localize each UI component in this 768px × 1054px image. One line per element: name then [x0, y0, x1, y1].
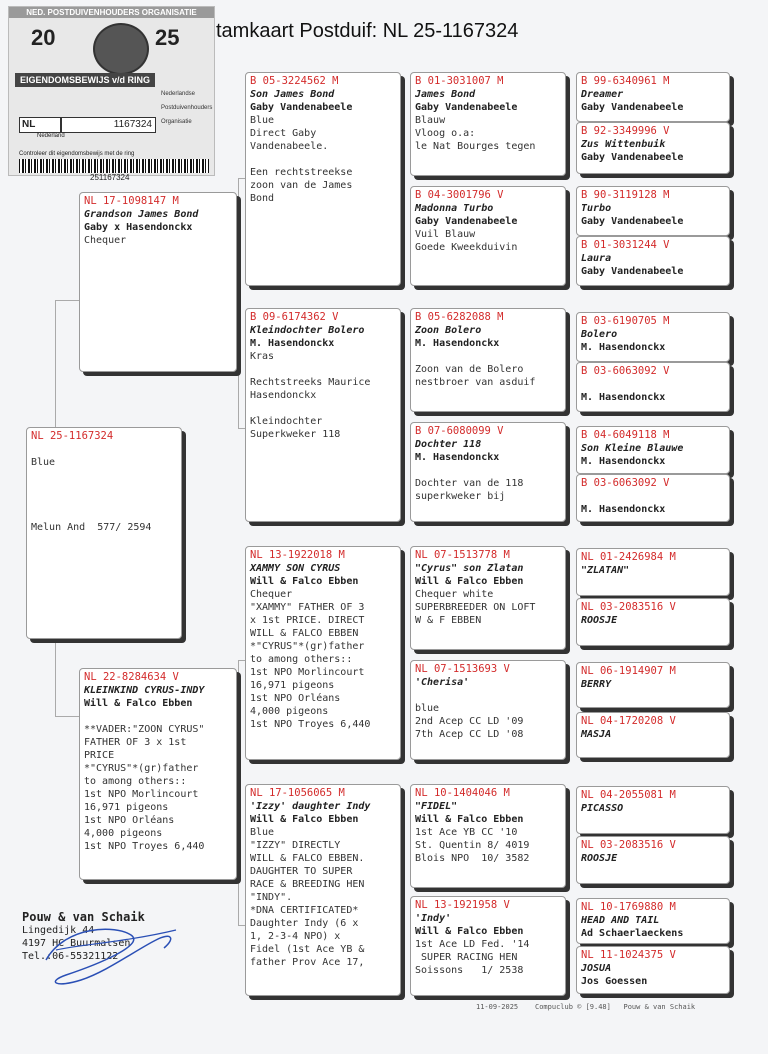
pigeon-name: Madonna Turbo [415, 203, 494, 214]
label-year-right: 25 [155, 25, 180, 50]
label-side-o: Organisatie [161, 119, 192, 125]
owner-street: Lingedijk 44 [22, 925, 95, 936]
ring-number: NL 07-1513693 V [415, 663, 510, 675]
pigeon-name: KLEINKIND CYRUS-INDY [84, 685, 205, 696]
pigeon-owner: Gaby Vandenabeele [581, 216, 684, 227]
ring-number: B 03-6190705 M [581, 315, 670, 327]
label-ring-number: 1167324 [61, 117, 156, 133]
pigeon-card-gen4[interactable] [410, 784, 566, 888]
ring-number: NL 07-1513778 M [415, 549, 510, 561]
pigeon-owner: M. Hasendonckx [581, 456, 666, 467]
pigeon-card-gen5[interactable] [576, 898, 730, 944]
pigeon-card-gen5[interactable] [576, 474, 730, 522]
pigeon-owner: M. Hasendonckx [415, 338, 500, 349]
pigeon-name [581, 378, 725, 391]
pigeon-owner: Gaby Vandenabeele [581, 102, 684, 113]
owner-phone: Tel.:06-55321122 [22, 951, 119, 962]
pigeon-info: blue 2nd Acep CC LD '09 7th Acep CC LD '08 [415, 703, 524, 740]
ring-number: B 99-6340961 M [581, 75, 670, 87]
pigeon-card-gen5[interactable] [576, 786, 730, 834]
pigeon-owner: M. Hasendonckx [581, 342, 666, 353]
pigeon-name: "FIDEL" [415, 801, 458, 812]
pigeon-name: Zus Wittenbuik [581, 139, 666, 150]
pigeon-info: Blue Melun And 577/ 2594 [31, 457, 152, 533]
pigeon-card-gen3[interactable] [245, 784, 401, 996]
pigeon-card-gen3[interactable] [245, 72, 401, 286]
pigeon-card-main[interactable] [26, 427, 182, 639]
connector-line [404, 128, 405, 238]
pigeon-card-gen5[interactable] [576, 662, 730, 708]
pigeon-name: HEAD AND TAIL [581, 915, 660, 926]
pigeon-card-gen4[interactable] [410, 308, 566, 412]
pigeon-name: ROOSJE [581, 615, 618, 626]
pigeon-name: Kleindochter Bolero [250, 325, 365, 336]
pigeon-name: Turbo [581, 203, 612, 214]
pigeon-owner: M. Hasendonckx [415, 452, 500, 463]
pigeon-info: Zoon van de Bolero nestbroer van asduif [415, 364, 536, 388]
pigeon-name: Laura [581, 253, 612, 264]
barcode [19, 159, 209, 173]
pigeon-card-gen5[interactable] [576, 426, 730, 474]
ring-number: NL 13-1922018 M [250, 549, 345, 561]
pigeon-name: Son Kleine Blauwe [581, 443, 684, 454]
pigeon-name: MASJA [581, 729, 612, 740]
pigeon-owner: Will & Falco Ebben [415, 814, 524, 825]
ring-number: B 05-6282088 M [415, 311, 504, 323]
pigeon-card-gen4[interactable] [410, 186, 566, 286]
crest-icon [93, 23, 149, 75]
pigeon-owner: Gaby Vandenabeele [581, 266, 684, 277]
owner-city: 4197 HC Buurmalsen [22, 938, 131, 949]
footer: 11-09-2025 Compuclub © [9.48] Pouw & van Schaik [476, 1003, 696, 1011]
label-year-left: 20 [31, 25, 56, 50]
pigeon-owner: Gaby Vandenabeele [250, 102, 353, 113]
pigeon-card-gen5[interactable] [576, 598, 730, 646]
pigeon-info: 1st Ace YB CC '10 St. Quentin 8/ 4019 Blois NPO 10/ 3582 [415, 827, 530, 864]
pigeon-card-gen5[interactable] [576, 236, 730, 286]
pigeon-owner: Jos Goessen [581, 976, 648, 987]
label-side-n: Nederlandse [161, 91, 196, 97]
pigeon-owner: Gaby Vandenabeele [581, 152, 684, 163]
pigeon-card-gen3[interactable] [245, 308, 401, 522]
pigeon-name: PICASSO [581, 803, 624, 814]
pigeon-info: **VADER:"ZOON CYRUS" FATHER OF 3 x 1st PRICE *"CYRUS"*(gr)father to among others:: 1st NPO Morlincourt 16,971 pigeons 1st NPO Orléans 4,000 pigeons 1st NPO Troyes 6,440 [84, 724, 205, 852]
pigeon-info: Chequer [84, 235, 127, 246]
pigeon-name: 'Cherisa' [415, 677, 470, 688]
page-title: tamkaart Postduif: NL 25-1167324 [216, 20, 519, 42]
pigeon-card-gen5[interactable] [576, 548, 730, 596]
ring-number: NL 11-1024375 V [581, 949, 676, 961]
pigeon-name [581, 490, 725, 503]
pigeon-name: Son James Bond [250, 89, 335, 100]
pigeon-card-gen3[interactable] [245, 546, 401, 760]
pigeon-card-gen4[interactable] [410, 546, 566, 650]
ring-number: B 03-6063092 V [581, 477, 670, 489]
pigeon-owner: Will & Falco Ebben [415, 576, 524, 587]
pigeon-owner: Will & Falco Ebben [250, 814, 359, 825]
label-band: EIGENDOMSBEWIJS v/d RING [15, 73, 155, 87]
pigeon-info: 1st Ace LD Fed. '14 SUPER RACING HEN Soissons 1/ 2538 [415, 939, 530, 976]
ring-number: NL 03-2083516 V [581, 601, 676, 613]
connector-line [404, 600, 405, 710]
pigeon-card-gen4[interactable] [410, 422, 566, 522]
pigeon-name: Bolero [581, 329, 618, 340]
connector-line [238, 660, 239, 925]
connector-line [55, 300, 79, 301]
pigeon-name: Grandson James Bond [84, 209, 199, 220]
pigeon-card-dam[interactable] [79, 668, 237, 880]
ring-number: B 04-3001796 V [415, 189, 504, 201]
pigeon-info: Dochter van de 118 superkweker bij [415, 478, 524, 502]
ring-number: B 05-3224562 M [250, 75, 339, 87]
connector-line [55, 300, 56, 427]
ring-number: B 09-6174362 V [250, 311, 339, 323]
ring-number: NL 04-2055081 M [581, 789, 676, 801]
pigeon-owner: M. Hasendonckx [581, 392, 666, 403]
pigeon-card-gen5[interactable] [576, 946, 730, 994]
ring-number: B 03-6063092 V [581, 365, 670, 377]
pigeon-owner: Gaby x Hasendonckx [84, 222, 193, 233]
ring-number: B 07-6080099 V [415, 425, 504, 437]
ring-number: B 01-3031244 V [581, 239, 670, 251]
pigeon-owner: Gaby Vandenabeele [415, 216, 518, 227]
pigeon-info: Blauw Vloog o.a: le Nat Bourges tegen [415, 115, 536, 152]
ring-number: NL 17-1098147 M [84, 195, 179, 207]
pigeon-owner: Ad Schaerlaeckens [581, 928, 684, 939]
pigeon-card-gen4[interactable] [410, 660, 566, 760]
connector-line [404, 356, 405, 466]
barcode-number: 251167324 [90, 173, 130, 182]
connector-line [55, 716, 79, 717]
label-note: Controleer dit eigendomsbewijs met de ring [19, 151, 135, 157]
ring-number: NL 22-8284634 V [84, 671, 179, 683]
pigeon-name: Dreamer [581, 89, 624, 100]
pigeon-info: Blue Direct Gaby Vandenabeele. Een rechtstreekse zoon van de James Bond [250, 115, 353, 204]
pigeon-card-gen4[interactable] [410, 72, 566, 176]
pigeon-name: BERRY [581, 679, 612, 690]
pigeon-name: "ZLATAN" [581, 565, 630, 576]
ring-number: NL 06-1914907 M [581, 665, 676, 677]
ring-number: NL 17-1056065 M [250, 787, 345, 799]
label-country-name: Nederland [37, 133, 65, 139]
ring-number: B 01-3031007 M [415, 75, 504, 87]
ring-ownership-label [8, 6, 215, 176]
pigeon-owner: M. Hasendonckx [581, 504, 666, 515]
connector-line [404, 832, 405, 942]
pigeon-owner: Gaby Vandenabeele [415, 102, 518, 113]
pigeon-card-gen5[interactable] [576, 186, 730, 236]
connector-line [238, 178, 239, 428]
pigeon-name: "Cyrus" son Zlatan [415, 563, 524, 574]
pigeon-name: 'Indy' [415, 913, 452, 924]
pigeon-name: ROOSJE [581, 853, 618, 864]
ring-number: NL 03-2083516 V [581, 839, 676, 851]
pigeon-name: Dochter 118 [415, 439, 482, 450]
pigeon-name: JOSUA [581, 963, 612, 974]
pigeon-card-gen5[interactable] [576, 312, 730, 362]
pigeon-info: Vuil Blauw Goede Kweekduivin [415, 229, 518, 253]
pigeon-card-sire[interactable] [79, 192, 237, 372]
ring-number: B 90-3119128 M [581, 189, 670, 201]
ring-number: NL 01-2426984 M [581, 551, 676, 563]
ring-number: NL 25-1167324 [31, 430, 114, 442]
pigeon-card-gen5[interactable] [576, 836, 730, 884]
owner-name: Pouw & van Schaik [22, 910, 145, 924]
ring-number: B 04-6049118 M [581, 429, 670, 441]
pigeon-owner: Will & Falco Ebben [84, 698, 193, 709]
label-side-p: Postduivenhouders [161, 105, 213, 111]
pigeon-name: 'Izzy' daughter Indy [250, 801, 371, 812]
pigeon-card-gen4[interactable] [410, 896, 566, 996]
pigeon-name: XAMMY SON CYRUS [250, 563, 341, 574]
ring-number: NL 10-1769880 M [581, 901, 676, 913]
ring-number: B 92-3349996 V [581, 125, 670, 137]
label-header: NED. POSTDUIVENHOUDERS ORGANISATIE [9, 7, 214, 18]
pigeon-owner: Will & Falco Ebben [250, 576, 359, 587]
pigeon-owner: M. Hasendonckx [250, 338, 335, 349]
ring-number: NL 10-1404046 M [415, 787, 510, 799]
pigeon-card-gen5[interactable] [576, 712, 730, 758]
pigeon-info: Kras Rechtstreeks Maurice Hasendonckx Kleindochter Superkweker 118 [250, 351, 371, 440]
ring-number: NL 13-1921958 V [415, 899, 510, 911]
ring-number: NL 04-1720208 V [581, 715, 676, 727]
pigeon-info: Blue "IZZY" DIRECTLY WILL & FALCO EBBEN. DAUGHTER TO SUPER RACE & BREEDING HEN "INDY". *DNA CERTIFICATED* Daughter Indy (6 x 1, 2-3-4 NPO) x Fidel (1st Ace YB & father Prov Ace 17, [250, 827, 365, 968]
pigeon-info: Chequer "XAMMY" FATHER OF 3 x 1st PRICE. DIRECT WILL & FALCO EBBEN *"CYRUS"*(gr)father to among others:: 1st NPO Morlincourt 16,971 pigeons 1st NPO Orléans 4,000 pigeons 1st NPO Troyes 6,440 [250, 589, 371, 730]
pigeon-card-gen5[interactable] [576, 362, 730, 412]
pigeon-info: Chequer white SUPERBREEDER ON LOFT W & F EBBEN [415, 589, 536, 626]
label-country: NL [19, 117, 61, 133]
pigeon-card-gen5[interactable] [576, 122, 730, 174]
pigeon-owner: Will & Falco Ebben [415, 926, 524, 937]
connector-line [55, 636, 56, 716]
pigeon-name: Zoon Bolero [415, 325, 482, 336]
signature-icon [36, 920, 186, 990]
pigeon-name: James Bond [415, 89, 476, 100]
pigeon-card-gen5[interactable] [576, 72, 730, 122]
